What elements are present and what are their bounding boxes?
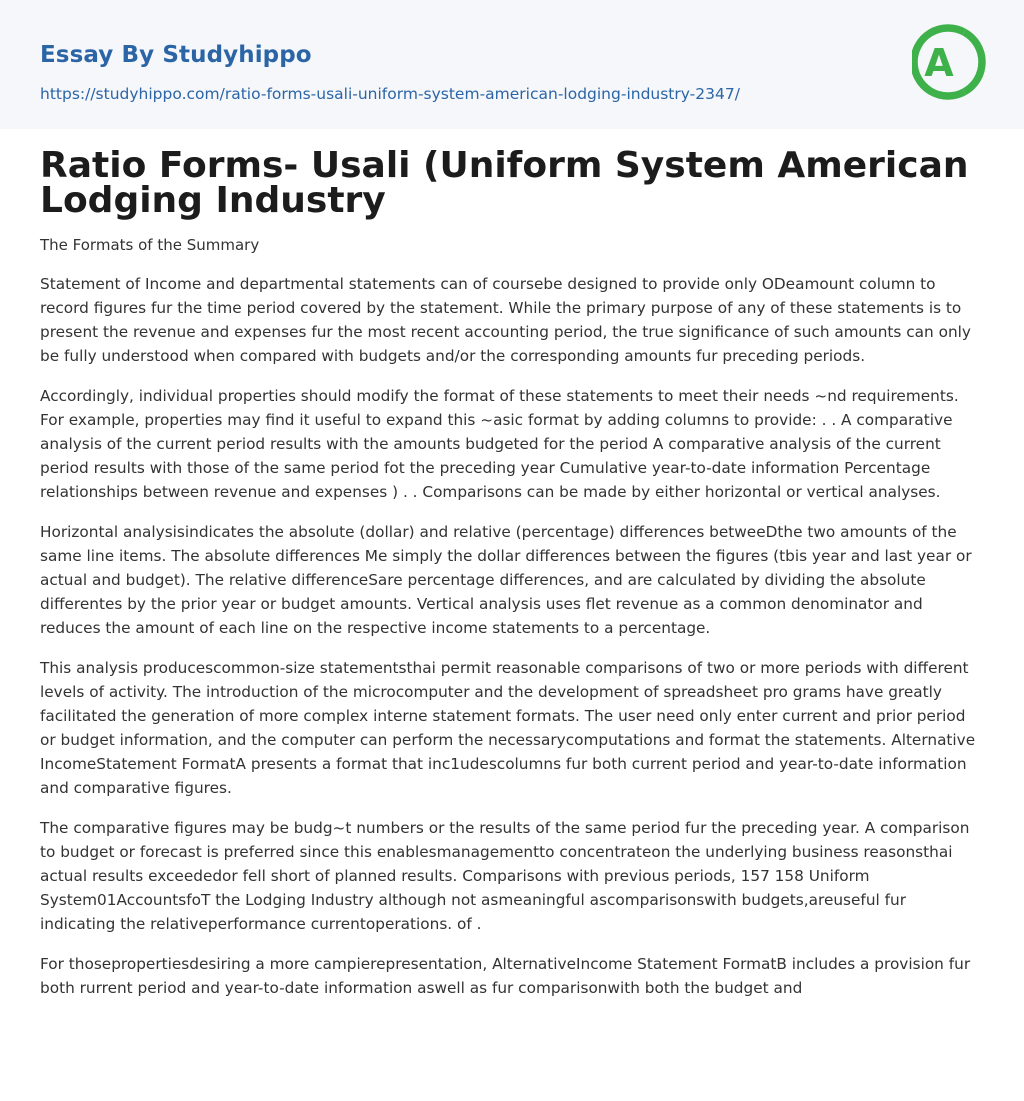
logo-letter: A [924, 41, 954, 85]
article-body [0, 145, 1024, 1000]
site-header [0, 0, 1024, 129]
article-title: Ratio Forms- Usali (Uniform System American Lodging Industry [40, 145, 969, 221]
article-paragraph-4: This analysis producescommon-size statementsthai permit reasonable comparisons of two or more periods with different levels of activity. The introduction of the microcomputer and the development of spreadsheet pro grams have greatly facilitated the generation of more complex interne statement formats. The user need only enter current and prior period or budget information, and the computer can perform the necessarycomputations and format the statements. Alternative IncomeStatement FormatA presents a format that inc1udescolumns fur both current period and year-to-date information and comparative figures. [40, 659, 976, 797]
article-paragraph-2: Accordingly, individual properties should modify the format of these statements to meet their needs ~nd requirements. For example, properties may find it useful to expand this ~asic format by adding columns to provide: . . A comparative analysis of the current period results with the amounts budgeted for the period A comparative analysis of the current period results with those of the same period fot the preceding year Cumulative year-to-date information Percentage relationships between revenue and expenses ) . . Comparisons can be made by either horizontal or vertical analyses. [40, 387, 959, 501]
article-paragraph-5: The comparative figures may be budg~t numbers or the results of the same period fur the preceding year. A comparison to budget or forecast is preferred since this enablesmanagementto concentrateon the underlying business reasonsthai actual results exceededor fell short of planned results. Comparisons with previous periods, 157 158 Uniform System01AccountsfoT the Lodging Industry although not asmeaningful ascomparisonswith budgets,areuseful fur indicating the relativeperformance currentoperations. of . [40, 819, 970, 933]
article-url-link[interactable]: https://studyhippo.com/ratio-forms-usali-uniform-system-american-lodging-industry-2347/ [40, 85, 740, 103]
studyhippo-logo-icon[interactable] [912, 20, 986, 104]
article-subtitle: The Formats of the Summary [40, 236, 260, 254]
article-paragraph-1: Statement of Income and departmental statements can of coursebe designed to provide only ODeamount column to record figures fur the time period covered by the statement. While the primary purpose of any of these statements is to present the revenue and expenses fur the most recent accounting period, the true significance of such amounts can only be fully understood when compared with budgets and/or the corresponding amounts fur preceding periods. [40, 275, 971, 365]
article-paragraph-6: For thosepropertiesdesiring a more campierepresentation, AlternativeIncome Statement FormatB includes a provision fur both rurrent period and year-to-date information aswell as fur comparisonwith both the budget and [40, 955, 971, 997]
brand-name[interactable]: Essay By Studyhippo [40, 42, 312, 68]
article-paragraph-3: Horizontal analysisindicates the absolute (dollar) and relative (percentage) differences betweeDthe two amounts of the same line items. The absolute differences Me simply the dollar differences between the figures (tbis year and last year or actual and budget). The relative differenceSare percentage differences, and are calculated by dividing the absolute differentes by the prior year or budget amounts. Vertical analysis uses flet revenue as a common denominator and reduces the amount of each line on the respective income statements to a percentage. [40, 523, 972, 637]
